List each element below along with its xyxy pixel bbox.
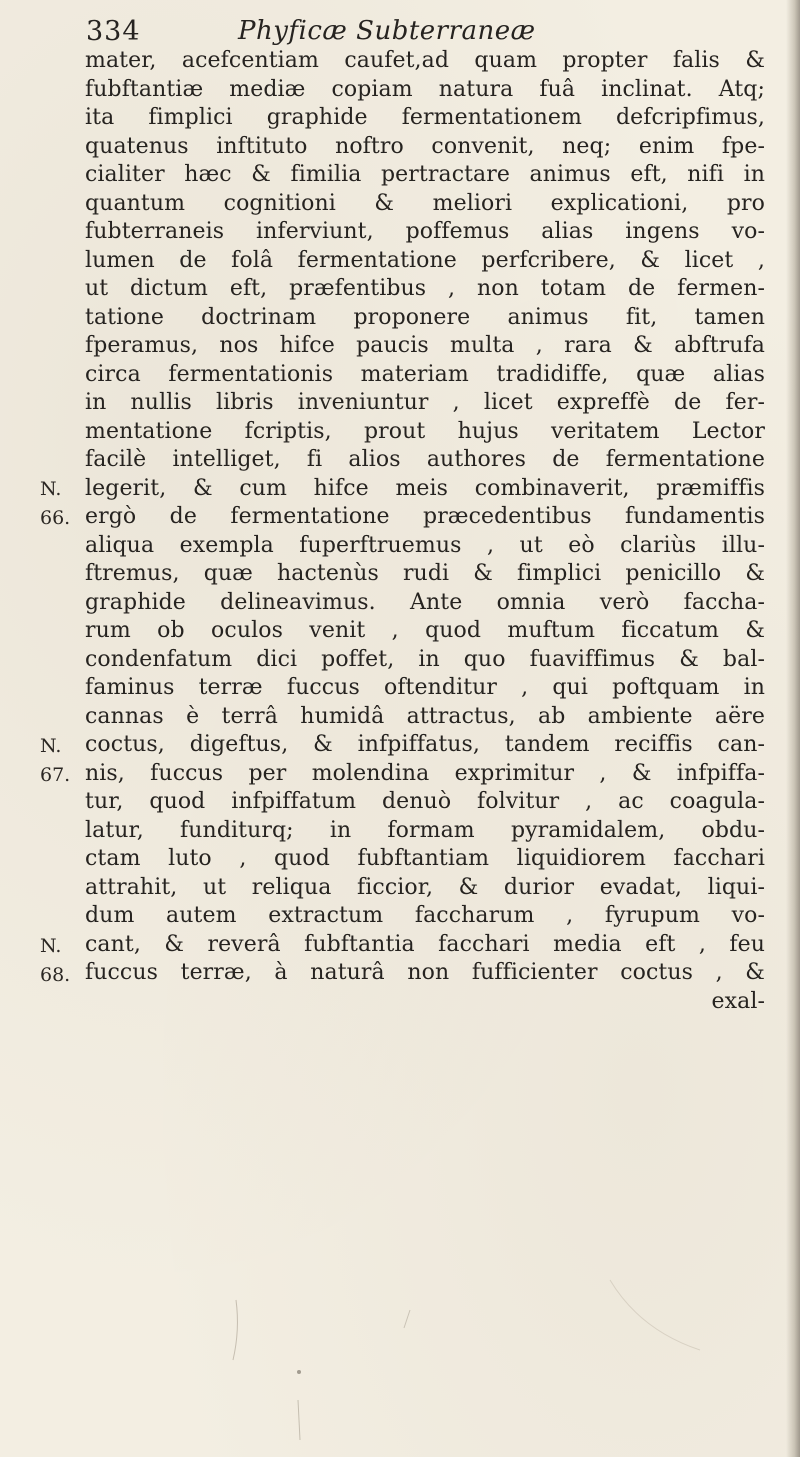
text-line: quatenus inftituto noftro convenit, neq; enim fpe- (85, 133, 765, 159)
text-line: lumen de folâ fermentatione perfcribere, & licet , (85, 247, 765, 273)
text-line: circa fermentationis materiam tradidiffe, quæ alias (85, 361, 765, 387)
body-text (85, 47, 765, 1016)
text-line: quantum cognitioni & meliori explicationi, pro (85, 190, 765, 216)
text-line: cialiter hæc & fimilia pertractare animus eft, nifi in (85, 162, 765, 187)
margin-note-label: N. (40, 735, 62, 757)
margin-note-number: 67. (40, 763, 71, 786)
text-line: exal- (711, 988, 765, 1014)
text-line: fubftantiæ mediæ copiam natura fuâ inclinat. Atq; (85, 76, 765, 102)
text-line: cannas è terrâ humidâ attractus, ab ambiente aëre (85, 703, 765, 729)
page-edge-shadow (786, 0, 800, 1457)
text-line: tur, quod infpiffatum denuò folvitur , ac coagula- (85, 789, 765, 814)
margin-note-number: 68. (40, 963, 71, 986)
margin-note-number: 66. (40, 506, 71, 529)
text-line: cant, & reverâ fubftantia facchari media eft , feu (85, 931, 765, 957)
text-line: faminus terræ fuccus oftenditur , qui poftquam in (85, 675, 765, 700)
margin-note-label: N. (40, 478, 62, 500)
text-line: ergò de fermentatione præcedentibus fundamentis (85, 504, 765, 529)
running-title: Phyficæ Subterraneæ (238, 16, 536, 46)
text-line: ctam luto , quod fubftantiam liquidiorem facchari (85, 846, 765, 871)
text-line: dum autem extractum faccharum , fyrupum vo- (85, 903, 765, 928)
text-line: fubterraneis inferviunt, poffemus alias ingens vo- (85, 219, 765, 244)
margin-note-68 (40, 932, 76, 989)
text-line: fuccus terræ, à naturâ non fufficienter coctus , & (85, 960, 765, 985)
text-line: fperamus, nos hifce paucis multa , rara & abftrufa (85, 333, 765, 358)
text-line: ftremus, quæ hactenùs rudi & fimplici penicillo & (85, 561, 765, 586)
text-line: in nullis libris inveniuntur , licet expreffè de fer- (85, 390, 765, 415)
text-line: aliqua exempla fuperftruemus , ut eò clariùs illu- (85, 532, 765, 558)
page-number: 334 (86, 16, 141, 47)
text-line: legerit, & cum hifce meis combinaverit, præmiffis (85, 475, 765, 501)
text-line: graphide delineavimus. Ante omnia verò faccha- (85, 589, 765, 615)
text-line: attrahit, ut reliqua ficcior, & durior evadat, liqui- (85, 874, 765, 900)
text-line: mentatione fcriptis, prout hujus veritatem Lector (85, 418, 765, 444)
text-line: tatione doctrinam proponere animus fit, tamen (85, 304, 765, 330)
text-line: nis, fuccus per molendina exprimitur , & infpiffa- (85, 760, 765, 786)
text-line: ut dictum eft, præfentibus , non totam de fermen- (85, 276, 765, 301)
text-line: latur, funditurq; in formam pyramidalem, obdu- (85, 817, 765, 843)
margin-note-66 (40, 475, 76, 532)
margin-note-label: N. (40, 935, 62, 957)
text-line: facilè intelliget, fi alios authores de fermentatione (85, 447, 765, 472)
text-line: condenfatum dici poffet, in quo fuaviffimus & bal- (85, 646, 765, 672)
text-line: ita fimplici graphide fermentationem defcripfimus, (85, 105, 765, 130)
text-line: mater, acefcentiam caufet,ad quam propter falis & (85, 48, 765, 73)
text-line: coctus, digeftus, & infpiffatus, tandem reciffis can- (85, 732, 765, 757)
text-line: rum ob oculos venit , quod muftum ficcatum & (85, 618, 765, 643)
margin-note-67 (40, 732, 76, 789)
